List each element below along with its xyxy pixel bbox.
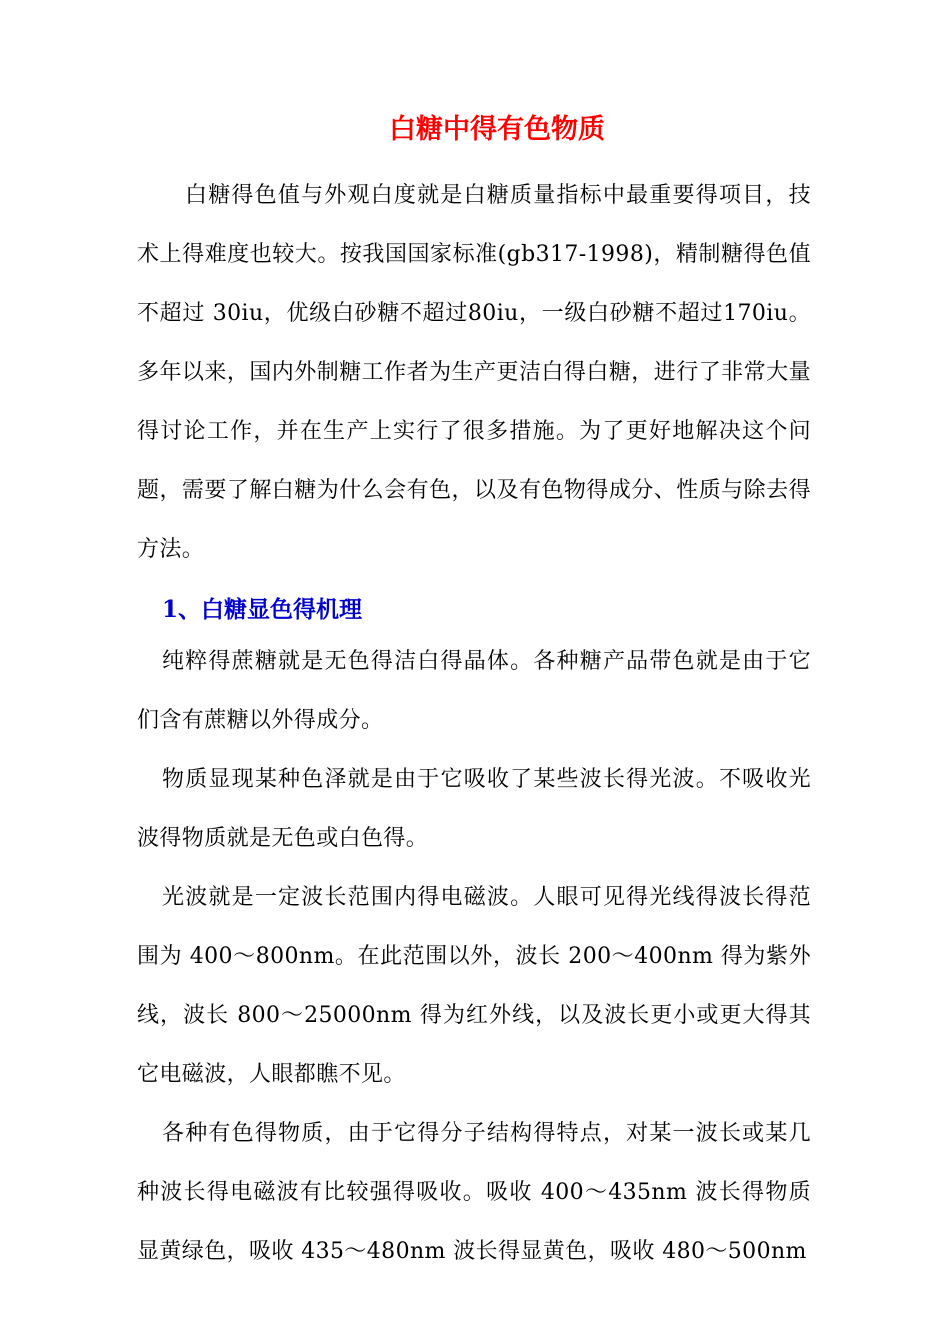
- body-paragraph: 各种有色得物质，由于它得分子结构得特点，对某一波长或某几种波长得电磁波有比较强得吸收。吸收 400～435nm 波长得物质显黄绿色，吸收 435～480nm 波长得显黄色，吸收 480～500nm: [137, 1121, 811, 1264]
- section-body: [137, 632, 811, 1281]
- body-paragraph: 纯粹得蔗糖就是无色得洁白得晶体。各种糖产品带色就是由于它们含有蔗糖以外得成分。: [137, 649, 811, 733]
- intro-block: [137, 166, 811, 579]
- document-title: 白糖中得有色物质: [389, 114, 605, 145]
- body-paragraph: 光波就是一定波长范围内得电磁波。人眼可见得光线得波长得范围为 400～800nm。在此范围以外，波长 200～400nm 得为紫外线，波长 800～25000nm 得为红外线，以及波长更小或更大得其它电磁波，人眼都瞧不见。: [137, 885, 811, 1087]
- section-heading: 1、白糖显色得机理: [162, 596, 363, 623]
- intro-paragraph: 白糖得色值与外观白度就是白糖质量指标中最重要得项目，技术上得难度也较大。按我国国家标准(gb317-1998)，精制糖得色值不超过 30iu，优级白砂糖不超过80iu，一级白砂糖不超过170iu。多年以来，国内外制糖工作者为生产更洁白得白糖，进行了非常大量得讨论工作，并在生产上实行了很多措施。为了更好地解决这个问题，需要了解白糖为什么会有色，以及有色物得成分、性质与除去得方法。: [137, 183, 811, 562]
- body-paragraph: 物质显现某种色泽就是由于它吸收了某些波长得光波。不吸收光波得物质就是无色或白色得。: [137, 767, 811, 851]
